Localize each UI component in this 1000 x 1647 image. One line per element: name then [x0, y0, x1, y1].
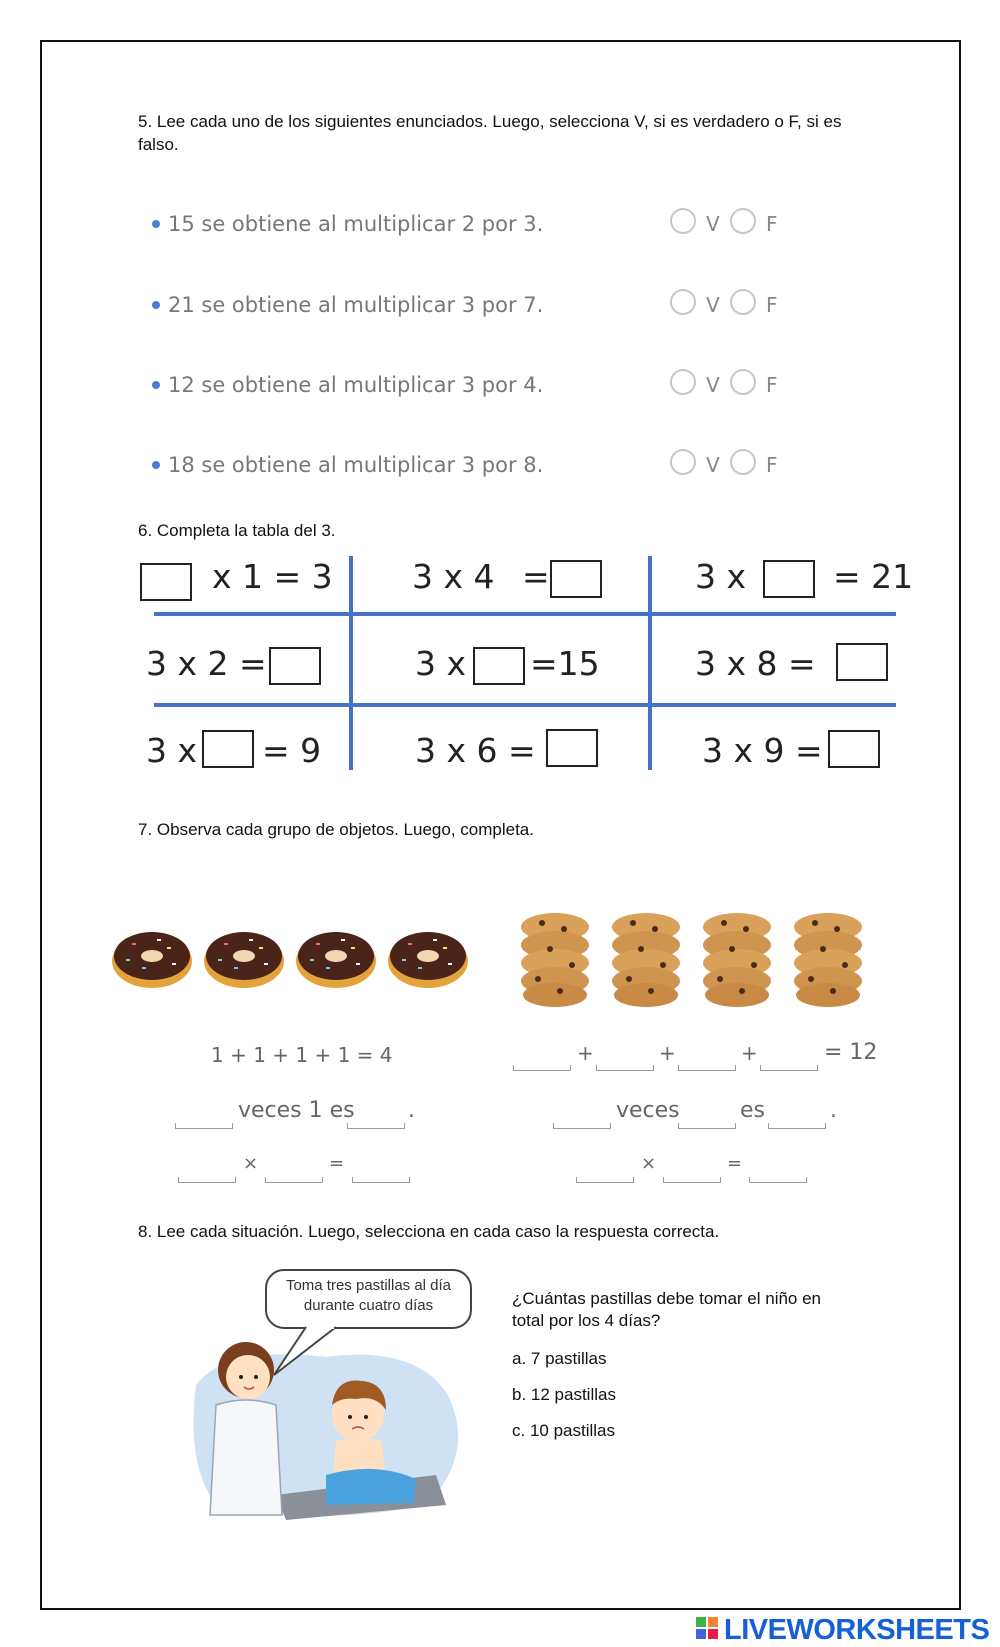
tf-row-2	[150, 287, 790, 327]
answer-box[interactable]	[473, 647, 525, 685]
blank-input[interactable]	[768, 1103, 826, 1129]
plus-sign: +	[659, 1041, 676, 1065]
blank-input[interactable]	[175, 1103, 233, 1129]
blank-field[interactable]	[178, 1157, 236, 1182]
cookies-illustration	[520, 902, 880, 1012]
speech-bubble-text: Toma tres pastillas al día durante cuatro días	[285, 1277, 452, 1314]
table-divider	[154, 612, 896, 616]
answer-input[interactable]	[204, 732, 252, 766]
tf-statement: 21 se obtiene al multiplicar 3 por 7.	[168, 293, 544, 317]
blank-input[interactable]	[749, 1157, 807, 1183]
answer-box[interactable]	[828, 730, 880, 768]
q8-prompt: 8. Lee cada situación. Luego, selecciona en cada caso la respuesta correcta.	[138, 1222, 720, 1241]
plus-sign: +	[741, 1041, 758, 1065]
equation: 3 x	[415, 644, 467, 683]
answer-input[interactable]	[765, 562, 813, 596]
blank-input[interactable]	[576, 1157, 634, 1183]
blank-field[interactable]	[175, 1103, 233, 1128]
tf-statement: 12 se obtiene al multiplicar 3 por 4.	[168, 373, 544, 397]
blank-field[interactable]	[596, 1045, 654, 1070]
answer-box[interactable]	[269, 647, 321, 685]
table-divider	[349, 556, 353, 770]
blank-field[interactable]	[678, 1103, 736, 1128]
radio-f[interactable]	[730, 289, 756, 315]
equation: = 9	[262, 731, 322, 770]
left-sum: 1 + 1 + 1 + 1 = 4	[211, 1043, 393, 1067]
blank-field[interactable]	[347, 1103, 405, 1128]
radio-v[interactable]	[670, 208, 696, 234]
answer-input[interactable]	[838, 645, 886, 679]
q8-question: ¿Cuántas pastillas debe tomar el niño en total por los 4 días?	[512, 1289, 822, 1330]
cookie-stack-icon	[612, 913, 680, 1007]
veces-1-es-label: veces 1 es	[238, 1098, 355, 1123]
equation: =15	[530, 644, 600, 683]
equation: 3 x 2 =	[146, 644, 267, 683]
tf-statement: 18 se obtiene al multiplicar 3 por 8.	[168, 453, 544, 477]
equation: 3 x 4	[412, 557, 495, 596]
equation: 3 x	[146, 731, 198, 770]
q5-prompt: 5. Lee cada uno de los siguientes enunciados. Luego, selecciona V, si es verdadero o F, si es falso.	[138, 112, 842, 154]
blank-input[interactable]	[352, 1157, 410, 1183]
veces-label: veces	[616, 1098, 680, 1123]
blank-input[interactable]	[663, 1157, 721, 1183]
blank-input[interactable]	[760, 1045, 818, 1071]
donut-icon	[296, 932, 376, 988]
equation: 3 x 6 =	[415, 731, 536, 770]
radio-v[interactable]	[670, 449, 696, 475]
blank-field[interactable]	[265, 1157, 323, 1182]
equation: 3 x	[695, 557, 747, 596]
bullet-icon	[152, 220, 160, 228]
radio-v[interactable]	[670, 289, 696, 315]
blank-input[interactable]	[347, 1103, 405, 1129]
option-c[interactable]: c. 10 pastillas	[512, 1421, 615, 1440]
blank-field[interactable]	[576, 1157, 634, 1182]
blank-field[interactable]	[663, 1157, 721, 1182]
answer-box[interactable]	[546, 729, 598, 767]
radio-v-label: V	[706, 453, 720, 477]
answer-input[interactable]	[271, 649, 319, 683]
donut-icon	[388, 932, 468, 988]
answer-box[interactable]	[763, 560, 815, 598]
answer-input[interactable]	[142, 565, 190, 599]
radio-f-label: F	[766, 212, 778, 236]
equation: = 21	[833, 557, 914, 596]
radio-v[interactable]	[670, 369, 696, 395]
blank-field[interactable]	[513, 1045, 571, 1070]
bullet-icon	[152, 381, 160, 389]
table-divider	[648, 556, 652, 770]
radio-v-label: V	[706, 212, 720, 236]
liveworksheets-logo-icon	[696, 1617, 720, 1641]
blank-field[interactable]	[553, 1103, 611, 1128]
radio-f[interactable]	[730, 449, 756, 475]
blank-input[interactable]	[553, 1103, 611, 1129]
plus-sign: +	[577, 1041, 594, 1065]
q6-prompt: 6. Completa la tabla del 3.	[138, 521, 336, 540]
radio-v-label: V	[706, 293, 720, 317]
answer-input[interactable]	[548, 731, 596, 765]
donut-icon	[112, 932, 192, 988]
equals-sign: =	[329, 1153, 345, 1174]
answer-box[interactable]	[550, 560, 602, 598]
period: .	[830, 1098, 837, 1123]
equals-sign: =	[727, 1153, 743, 1174]
tf-row-3	[150, 367, 790, 407]
blank-input[interactable]	[178, 1157, 236, 1183]
donuts-illustration	[112, 920, 482, 1000]
bullet-icon	[152, 461, 160, 469]
cookie-stack-icon	[794, 913, 862, 1007]
blank-field[interactable]	[678, 1045, 736, 1070]
q7-prompt: 7. Observa cada grupo de objetos. Luego, completa.	[138, 820, 534, 839]
donut-icon	[204, 932, 284, 988]
blank-input[interactable]	[265, 1157, 323, 1183]
times-sign: ×	[243, 1153, 259, 1174]
radio-f[interactable]	[730, 369, 756, 395]
blank-field[interactable]	[352, 1157, 410, 1182]
equation: =	[522, 557, 550, 596]
equation: 3 x 8 =	[695, 644, 816, 683]
tf-row-4	[150, 447, 790, 487]
equation: x 1 = 3	[212, 557, 333, 596]
cookie-stack-icon	[521, 913, 589, 1007]
right-total: = 12	[824, 1040, 878, 1065]
period: .	[408, 1098, 415, 1123]
answer-box[interactable]	[140, 563, 192, 601]
radio-v-label: V	[706, 373, 720, 397]
bullet-icon	[152, 301, 160, 309]
blank-input[interactable]	[678, 1103, 736, 1129]
option-a[interactable]: a. 7 pastillas	[512, 1349, 607, 1368]
blank-field[interactable]	[749, 1157, 807, 1182]
blank-input[interactable]	[513, 1045, 571, 1071]
tf-statement: 15 se obtiene al multiplicar 2 por 3.	[168, 212, 544, 236]
table-divider	[154, 703, 896, 707]
blank-field[interactable]	[760, 1045, 818, 1070]
blank-field[interactable]	[768, 1103, 826, 1128]
cookie-stack-icon	[703, 913, 771, 1007]
radio-f[interactable]	[730, 208, 756, 234]
radio-f-label: F	[766, 453, 778, 477]
answer-box[interactable]	[836, 643, 888, 681]
radio-f-label: F	[766, 293, 778, 317]
blank-input[interactable]	[596, 1045, 654, 1071]
answer-box[interactable]	[202, 730, 254, 768]
es-label: es	[740, 1098, 765, 1123]
tf-row-1	[150, 206, 790, 246]
answer-input[interactable]	[475, 649, 523, 683]
times-sign: ×	[641, 1153, 657, 1174]
blank-input[interactable]	[678, 1045, 736, 1071]
brand-logo: LIVEWORKSHEETS	[724, 1614, 990, 1646]
option-b[interactable]: b. 12 pastillas	[512, 1385, 616, 1404]
answer-input[interactable]	[552, 562, 600, 596]
radio-f-label: F	[766, 373, 778, 397]
answer-input[interactable]	[830, 732, 878, 766]
equation: 3 x 9 =	[702, 731, 823, 770]
